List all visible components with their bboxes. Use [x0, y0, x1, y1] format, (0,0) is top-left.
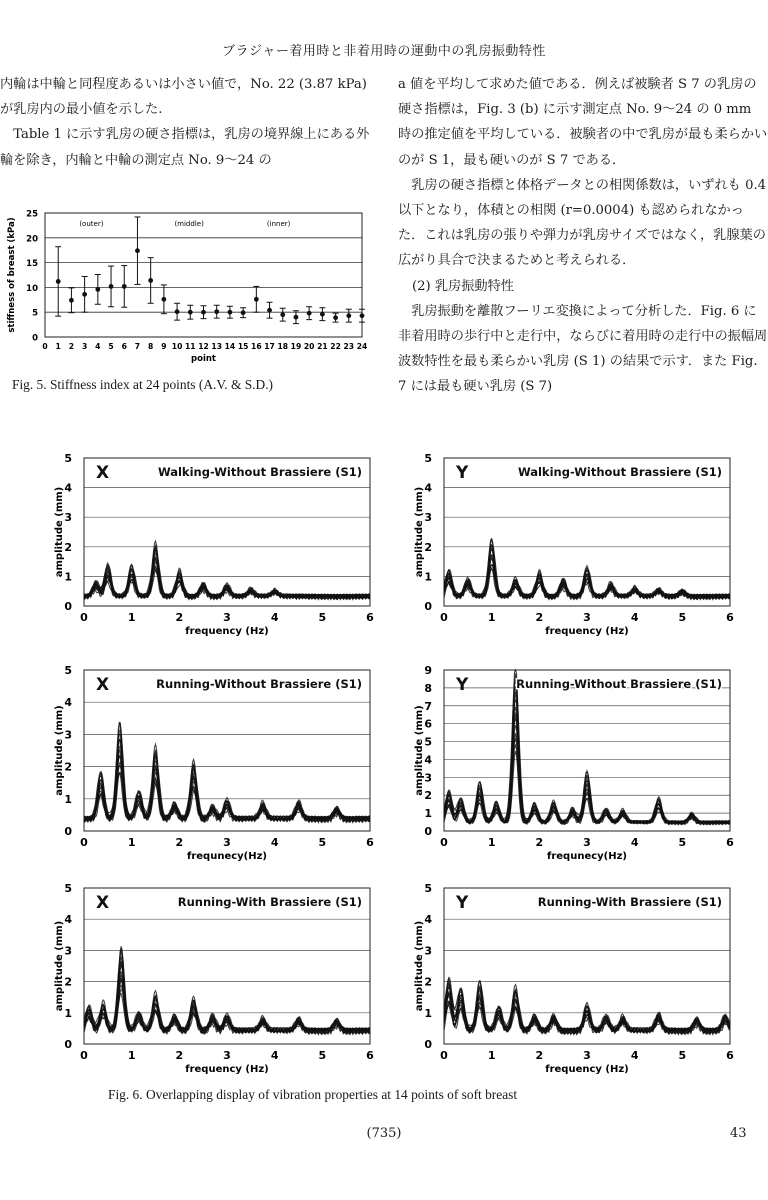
x-tick-label: 2	[535, 1049, 544, 1062]
data-point	[320, 312, 325, 317]
y-tick-label: 1	[64, 792, 72, 806]
x-tick-label: 3	[583, 1049, 591, 1062]
series-line	[444, 670, 730, 825]
x-tick-label: 2	[535, 836, 544, 849]
series-line	[444, 751, 730, 824]
x-tick-label: 6	[366, 836, 374, 849]
y-tick-label: 7	[424, 699, 432, 713]
y-tick-label: 15	[26, 259, 38, 270]
series-line	[444, 692, 730, 825]
x-tick-label: 7	[134, 342, 141, 351]
fig6-panel-y-running-brassiere	[388, 878, 738, 1078]
y-tick-label: 3	[424, 944, 432, 958]
series-line	[444, 674, 730, 825]
data-point	[280, 312, 285, 317]
y-tick-label: 0	[32, 333, 38, 344]
y-axis-label: amplitude (mm)	[414, 486, 425, 578]
data-point	[214, 309, 219, 314]
x-tick-label: 1	[127, 1049, 136, 1062]
section-heading: (2) 乳房振動特性	[412, 278, 514, 294]
panel-title: Running-With Brassiere (S1)	[177, 895, 362, 909]
y-tick-label: 3	[64, 944, 72, 958]
x-axis-label: frequency (Hz)	[185, 626, 269, 637]
y-tick-label: 5	[32, 308, 38, 319]
data-point	[333, 315, 338, 320]
y-tick-label: 4	[424, 913, 432, 927]
paragraph: Table 1 に示す乳房の硬さ指標は，乳房の境界線上にある外輪を除き，内輪と中輪の測定点 No. 9～24 の	[0, 127, 370, 168]
x-axis-label: point	[191, 354, 216, 364]
y-tick-label: 20	[26, 234, 38, 245]
data-point	[294, 315, 299, 320]
x-tick-label: 17	[264, 342, 275, 351]
plot-frame	[444, 670, 730, 831]
y-tick-label: 2	[424, 975, 432, 989]
fig6-panel-y-walking	[388, 448, 738, 640]
fig6-panel-x-running	[28, 660, 378, 865]
y-tick-label: 4	[424, 481, 432, 495]
running-title: ブラジャー着用時と非着用時の運動中の乳房振動特性	[222, 44, 546, 59]
fig6-panel-x-walking	[28, 448, 378, 640]
x-tick-label: 0	[440, 1049, 448, 1062]
y-tick-label: 4	[424, 753, 432, 767]
y-tick-label: 2	[64, 540, 72, 554]
data-point	[267, 308, 272, 313]
x-tick-label: 5	[678, 836, 687, 849]
series-line	[444, 733, 730, 825]
series-line	[444, 699, 730, 824]
y-tick-label: 2	[424, 540, 432, 554]
y-axis-label: amplitude (mm)	[54, 920, 65, 1012]
paragraph: 乳房の硬さ指標と体格データとの相関係数は，いずれも 0.4 以下となり，体積との相関 (r=0.0004) も認められなかった．これは乳房の張りや弾力が乳房サイズではなく，乳腺葉の広がり具合で決まるためと考えられる．	[398, 177, 767, 269]
y-tick-label: 9	[424, 664, 432, 677]
x-tick-label: 6	[366, 611, 374, 624]
x-tick-label: 6	[726, 836, 734, 849]
x-tick-label: 2	[175, 1049, 184, 1062]
x-tick-label: 12	[198, 342, 209, 351]
series-line	[444, 686, 730, 825]
panel-title: Walking-Without Brassiere (S1)	[157, 465, 362, 479]
data-point	[254, 297, 259, 302]
x-tick-label: 3	[223, 1049, 231, 1062]
y-tick-label: 3	[424, 511, 432, 525]
x-tick-label: 24	[356, 342, 368, 351]
data-point	[95, 287, 100, 292]
x-tick-label: 3	[583, 836, 591, 849]
x-tick-label: 1	[487, 611, 496, 624]
y-tick-label: 4	[64, 696, 72, 710]
x-tick-label: 21	[317, 342, 328, 351]
x-tick-label: 5	[678, 1049, 687, 1062]
x-tick-label: 2	[68, 342, 75, 351]
data-point	[228, 310, 233, 315]
panel-letter: X	[96, 675, 110, 695]
fig6-caption: Fig. 6. Overlapping display of vibration properties at 14 points of soft breast	[108, 1087, 518, 1102]
x-tick-label: 0	[440, 611, 448, 624]
panel-title: Walking-Without Brassiere (S1)	[517, 465, 722, 479]
x-tick-label: 1	[487, 836, 496, 849]
data-point	[188, 310, 193, 315]
y-tick-label: 5	[424, 452, 432, 465]
y-tick-label: 5	[424, 735, 432, 749]
y-tick-label: 1	[424, 570, 432, 584]
x-tick-label: 5	[318, 611, 327, 624]
series-line	[444, 707, 730, 825]
page-code: (735)	[366, 1126, 402, 1141]
fig6-panel-x-running-brassiere	[28, 878, 378, 1078]
x-axis-label: frequency (Hz)	[185, 1064, 269, 1075]
x-tick-label: 5	[108, 342, 114, 351]
y-tick-label: 0	[424, 825, 432, 838]
y-tick-label: 5	[64, 452, 72, 465]
x-tick-label: 1	[487, 1049, 496, 1062]
data-point	[82, 292, 87, 297]
panel-title: Running-With Brassiere (S1)	[537, 895, 722, 909]
panel-letter: X	[96, 463, 110, 483]
y-tick-label: 5	[64, 882, 72, 895]
y-tick-label: 4	[64, 481, 72, 495]
x-tick-label: 20	[303, 342, 315, 351]
x-tick-label: 0	[440, 836, 448, 849]
paragraph: a 値を平均して求めた値である．例えば被験者 S 7 の乳房の硬さ指標は，Fig. 3 (b) に示す測定点 No. 9～24 の 0 mm 時の推定値を平均している．被験者の中で乳房が最も柔らかいのが S 1，最も硬いのが S 7 である．	[398, 77, 768, 168]
y-tick-label: 1	[424, 807, 432, 821]
x-tick-label: 1	[55, 342, 61, 351]
data-point	[122, 284, 127, 289]
series-line	[444, 725, 730, 825]
y-tick-label: 6	[424, 717, 432, 731]
y-tick-label: 2	[424, 789, 432, 803]
data-point	[201, 310, 206, 315]
x-tick-label: 6	[726, 1049, 734, 1062]
x-tick-label: 1	[127, 611, 136, 624]
x-tick-label: 2	[175, 611, 184, 624]
y-axis-label: stiffness of breast (kPa)	[7, 217, 17, 333]
paragraph: 乳房振動を離散フーリエ変換によって分析した．Fig. 6 に非着用時の歩行中と走行中，ならびに着用時の走行中の振幅周波数特性を最も柔らかい乳房 (S 1) の結果で示す．また Fig. 7 には最も硬い乳房 (S 7)	[398, 303, 768, 395]
x-tick-label: 0	[80, 611, 88, 624]
data-point	[161, 297, 166, 302]
y-tick-label: 0	[424, 600, 432, 613]
series-line	[444, 680, 730, 824]
region-label: (middle)	[174, 220, 204, 228]
panel-title: Running-Without Brassiere (S1)	[156, 677, 362, 691]
paragraph: 内輪は中輪と同程度あるいは小さい値で，No. 22 (3.87 kPa) が乳房内の最小値を示した.	[0, 77, 367, 118]
data-point	[241, 310, 246, 315]
y-axis-label: amplitude (mm)	[54, 486, 65, 578]
panel-letter: Y	[456, 893, 469, 913]
y-tick-label: 1	[64, 570, 72, 584]
y-axis-label: amplitude (mm)	[54, 705, 65, 796]
fig6-panel-y-running	[388, 660, 738, 865]
x-tick-label: 13	[211, 342, 222, 351]
fig5-caption: Fig. 5. Stiffness index at 24 points (A.V. & S.D.)	[12, 377, 274, 392]
x-tick-label: 16	[251, 342, 262, 351]
x-tick-label: 23	[343, 342, 355, 351]
data-point	[148, 278, 153, 283]
right-column	[398, 72, 768, 400]
panel-letter: X	[96, 893, 110, 913]
data-point	[56, 279, 61, 284]
x-axis-label: frequency (Hz)	[545, 626, 629, 637]
x-tick-label: 4	[630, 1049, 639, 1062]
y-tick-label: 8	[424, 681, 432, 695]
x-tick-label: 4	[270, 1049, 279, 1062]
fig5-chart	[0, 205, 380, 377]
y-tick-label: 1	[64, 1006, 72, 1020]
x-tick-label: 10	[171, 342, 183, 351]
y-tick-label: 3	[64, 511, 72, 525]
x-tick-label: 0	[42, 342, 48, 351]
x-axis-label: frequnecy(Hz)	[186, 851, 268, 862]
data-point	[307, 311, 312, 316]
x-tick-label: 5	[318, 1049, 327, 1062]
y-tick-label: 0	[64, 600, 72, 613]
y-tick-label: 4	[64, 913, 72, 927]
y-tick-label: 5	[424, 882, 432, 895]
x-tick-label: 4	[270, 611, 279, 624]
x-tick-label: 19	[290, 342, 302, 351]
x-axis-label: frequnecy(Hz)	[546, 851, 628, 862]
x-tick-label: 0	[80, 836, 88, 849]
x-tick-label: 8	[148, 342, 154, 351]
x-tick-label: 4	[95, 342, 101, 351]
x-tick-label: 3	[81, 342, 88, 351]
x-tick-label: 1	[127, 836, 136, 849]
data-point	[135, 248, 140, 253]
x-tick-label: 4	[630, 611, 639, 624]
y-tick-label: 10	[26, 283, 38, 294]
x-tick-label: 18	[277, 342, 289, 351]
x-tick-label: 5	[318, 836, 327, 849]
y-tick-label: 3	[64, 728, 72, 742]
x-tick-label: 6	[366, 1049, 374, 1062]
x-tick-label: 4	[270, 836, 279, 849]
page-number: 43	[730, 1126, 747, 1141]
x-tick-label: 9	[161, 342, 167, 351]
data-point	[69, 298, 74, 303]
x-tick-label: 3	[223, 611, 231, 624]
y-tick-label: 0	[424, 1038, 432, 1051]
x-tick-label: 4	[630, 836, 639, 849]
y-tick-label: 2	[64, 975, 72, 989]
y-tick-label: 0	[64, 1038, 72, 1051]
x-tick-label: 3	[223, 836, 231, 849]
x-axis-label: frequency (Hz)	[545, 1064, 629, 1075]
data-point	[175, 309, 180, 314]
y-tick-label: 5	[64, 664, 72, 677]
x-tick-label: 0	[80, 1049, 88, 1062]
y-tick-label: 0	[64, 825, 72, 838]
x-tick-label: 2	[175, 836, 184, 849]
y-tick-label: 25	[26, 209, 38, 220]
region-label: (inner)	[266, 220, 291, 228]
x-tick-label: 14	[224, 342, 236, 351]
y-tick-label: 3	[424, 771, 432, 785]
series-line	[444, 713, 730, 825]
x-tick-label: 11	[185, 342, 196, 351]
x-tick-label: 3	[583, 611, 591, 624]
x-tick-label: 2	[535, 611, 544, 624]
panel-title: Running-Without Brassiere (S1)	[516, 677, 722, 691]
y-axis-label: amplitude (mm)	[414, 705, 425, 796]
y-tick-label: 1	[424, 1006, 432, 1020]
data-point	[346, 313, 351, 318]
data-point	[109, 284, 114, 289]
data-point	[360, 313, 365, 318]
x-tick-label: 15	[237, 342, 249, 351]
x-tick-label: 5	[678, 611, 687, 624]
region-label: (outer)	[79, 220, 104, 228]
x-tick-label: 6	[121, 342, 127, 351]
left-column	[0, 72, 382, 173]
panel-letter: Y	[456, 463, 469, 483]
x-tick-label: 22	[330, 342, 341, 351]
y-axis-label: amplitude (mm)	[414, 920, 425, 1012]
y-tick-label: 2	[64, 760, 72, 774]
panel-letter: Y	[456, 675, 469, 695]
x-tick-label: 6	[726, 611, 734, 624]
